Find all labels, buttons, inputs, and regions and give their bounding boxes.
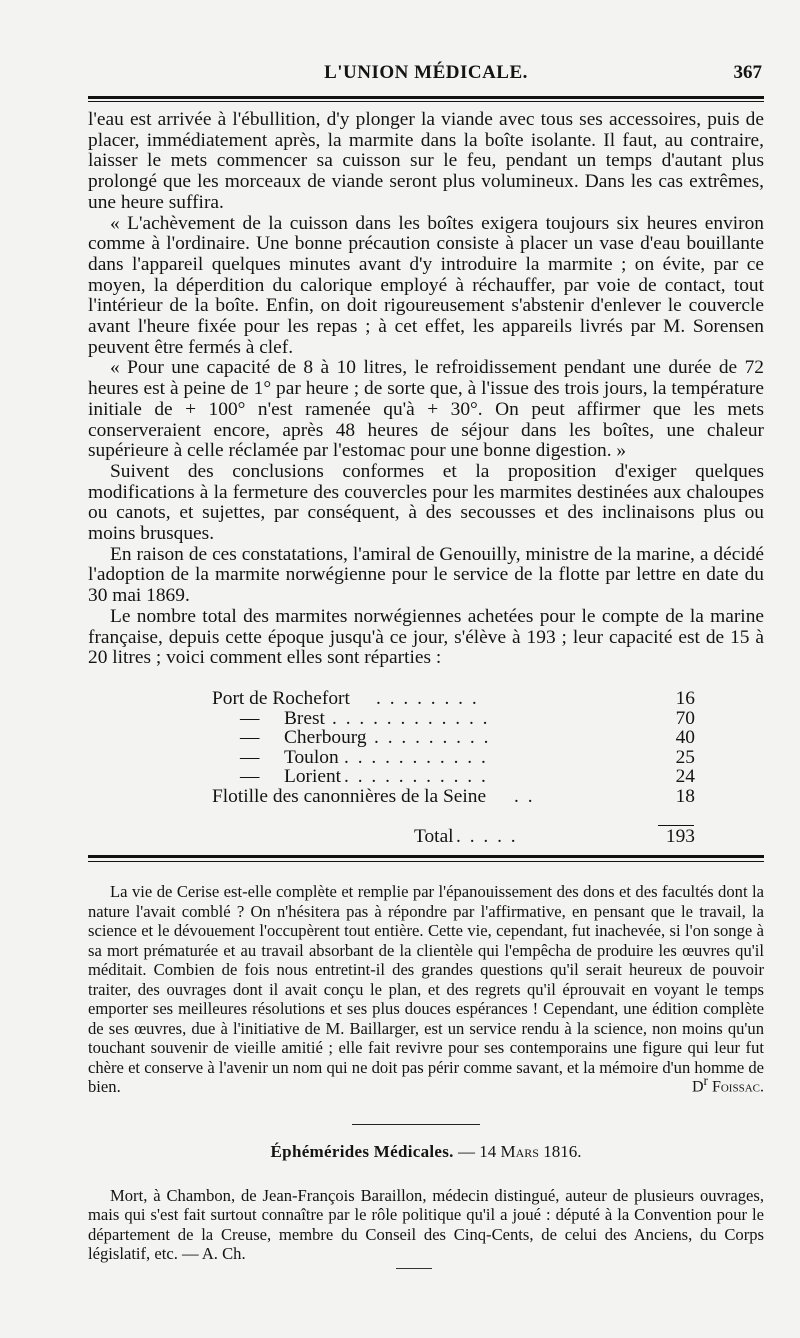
table-row — [88, 787, 764, 807]
leader-dots: . . — [514, 785, 535, 807]
total-row — [88, 826, 764, 848]
leader-dots: . . . . . . . . . . . — [344, 766, 488, 788]
ditto-dash: — — [240, 766, 260, 788]
leader-dots: . . . . . . . . . . . — [344, 746, 488, 768]
leader-dots: . . . . . . . . . . . . — [332, 707, 490, 729]
article-paragraph: l'eau est arrivée à l'ébullition, d'y plonger la viande avec tous ses accessoires, puis de placer, immédiatement après, la marmite dans la boîte isolante. Il faut, au contraire, laisser le mets commencer sa cuisson sur le feu, pendant un temps d'autant plus prolongé que les morceaux de viande seront plus volumineux. Dans les cas extrêmes, une heure suffira. — [88, 109, 764, 213]
ephemerides-title: Éphémérides Médicales. — [270, 1142, 454, 1161]
article-body — [88, 110, 764, 669]
total-value: 193 — [665, 826, 695, 847]
running-header — [90, 62, 762, 92]
end-rule — [396, 1268, 432, 1269]
count-value: 25 — [675, 746, 695, 768]
ephemerides-date-day: 14 — [479, 1142, 497, 1161]
count-value: 70 — [675, 707, 695, 729]
ditto-dash: — — [240, 746, 260, 768]
leader-dots: . . . . . — [456, 826, 518, 847]
port-label: Port de Rochefort — [212, 688, 350, 709]
ephemerides-paragraph: Mort, à Chambon, de Jean-François Baraillon, médecin distingué, auteur de plusieurs ouvrages, mais qui s'est fait surtout connaître par le rôle politique qu'il a joué : député à la Convention pour le département de la Creuse, membre du Conseil des Cinq-Cents, de celui des Anciens, du Corps législatif, etc. — A. Ch. — [88, 1186, 764, 1263]
count-value: 16 — [675, 688, 695, 709]
header-rule-thick — [88, 96, 764, 99]
ditto-dash: — — [240, 707, 260, 729]
leader-dots: . . . . . . . . — [376, 688, 479, 709]
obituary-section — [88, 882, 764, 1097]
journal-title: L'UNION MÉDICALE. — [324, 62, 528, 83]
signature: $D^r$ Foissac. — [691, 1072, 764, 1095]
count-value: 40 — [675, 727, 695, 749]
ephemerides-heading — [88, 1142, 764, 1162]
section-rule-thick — [88, 855, 764, 858]
article-paragraph: Suivent des conclusions conformes et la proposition d'exiger quelques modifications à la fermeture des couvercles pour les marmites destinées aux chaloupes ou canots, et sujettes, par conséquent, à des secousses et des inclinaisons plus ou moins brusques. — [88, 460, 764, 545]
ephemerides-date-month: Mars — [500, 1142, 539, 1161]
port-label: Brest — [284, 707, 325, 729]
leader-dots: . . . . . . . . . — [374, 727, 491, 749]
header-rule-thin — [88, 101, 764, 102]
ditto-dash: — — [240, 727, 260, 749]
count-value: 24 — [675, 766, 695, 788]
port-label: Flotille des canonnières de la Seine — [212, 785, 487, 807]
article-paragraph: « Pour une capacité de 8 à 10 litres, le refroidissement pendant une durée de 72 heures est à peine de 1° par heure ; de sorte que, à l'issue des trois jours, la température initiale de + 100° n'est ramenée qu'à + 30°. On peut affirmer que les mets conserveraient encore, après 48 heures de séjour dans les boîtes, une chaleur supérieure à celle réclamée par l'estomac pour une bonne digestion. » — [88, 357, 764, 462]
article-paragraph: « L'achèvement de la cuisson dans les boîtes exigera toujours six heures environ comme à l'ordinaire. Une bonne précaution consiste à placer un vase d'eau bouillante dans l'appareil quelques minutes avant d'y introduire la marmite ; on évite, par ce moyen, la déperdition du calorique employé à réchauffer, par voie de contact, tout l'intérieur de la boîte. Enfin, on doit rigoureusement s'abstenir d'enlever le couvercle avant l'heure fixée pour les repas ; à cet effet, les appareils livrés par M. Sorensen peuvent être fermés à clef. — [88, 212, 764, 358]
distribution-table — [88, 688, 764, 847]
port-label: Lorient — [284, 766, 342, 788]
table-row — [88, 709, 764, 729]
table-row — [88, 728, 764, 748]
page-number: 367 — [733, 62, 762, 83]
table-row — [88, 748, 764, 768]
heading-dash: — — [457, 1142, 475, 1161]
total-label: Total — [414, 826, 454, 847]
article-paragraph: Le nombre total des marmites norwégiennes achetées pour le compte de la marine française, depuis cette époque jusqu'à ce jour, s'élève à 193 ; leur capacité est de 15 à 20 litres ; voici comment elles sont réparties : — [88, 605, 764, 669]
section-rule-thin — [88, 861, 764, 862]
table-row — [88, 767, 764, 787]
ephemerides-body — [88, 1186, 764, 1263]
ephemerides-date-year: 1816. — [543, 1142, 582, 1161]
article-paragraph: En raison de ces constatations, l'amiral de Genouilly, ministre de la marine, a décidé l'adoption de la marmite norwégienne pour le service de la flotte par lettre en date du 30 mai 1869. — [88, 543, 764, 607]
obituary-paragraph: La vie de Cerise est-elle complète et remplie par l'épanouissement des dons et des facultés dont la nature l'avait comblé ? On n'hésitera pas à répondre par l'affirmative, en pensant que le travail, la science et le dévouement l'occupèrent tout entière. Cette vie, cependant, fut inachevée, si l'on songe à sa mort prématurée et au travail absorbant de la clientèle qui l'empêcha de produire les œuvres qu'il méditait. Combien de fois nous entretint-il des grandes questions qu'il serait heureux de pouvoir traiter, des ouvrages dont il avait conçu le plan, et des regrets qu'il éprouvait en voyant le temps emporter ses meilleures résolutions et ses plus douces espérances ! Cependant, une édition complète de ses œuvres, due à l'initiative de M. Baillarger, est un service rendu à la science, non moins qu'un touchant souvenir de vieille amitié ; elle fait revivre pour ses contemporains une figure qui leur fut chère et conserve à l'avenir un nom qui ne doit pas périr comme savant, et la mémoire d'un homme de bien. — [88, 882, 764, 1096]
divider-rule — [352, 1124, 480, 1125]
count-value: 18 — [675, 785, 695, 807]
table-row — [88, 689, 764, 709]
port-label: Cherbourg — [284, 727, 367, 749]
port-label: Toulon — [284, 746, 339, 768]
